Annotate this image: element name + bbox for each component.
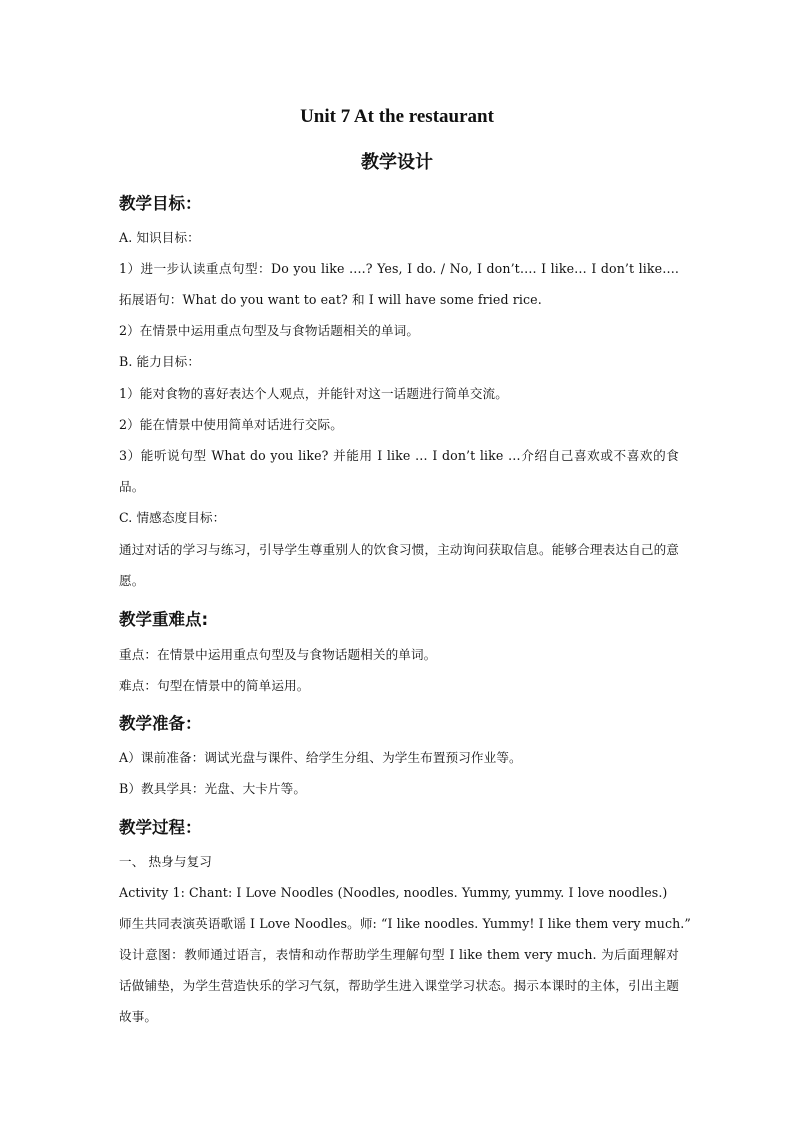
section-heading-process: 教学过程： bbox=[119, 818, 202, 837]
process-design-intent: 设计意图：教师通过语言，表情和动作帮助学生理解句型 I like them very much. 为后面理解对话做铺垫，为学生营造快乐的学习气氛，帮助学生进入课堂学习状态。揭示本课时的主体，引出主题故事。 bbox=[119, 947, 679, 1024]
preparation-a: A）课前准备：调试光盘与课件、给学生分组、为学生布置预习作业等。 bbox=[119, 750, 522, 765]
goals-c1: 通过对话的学习与练习，引导学生尊重别人的饮食习惯，主动询问获取信息。能够合理表达自己的意愿。 bbox=[119, 542, 679, 588]
goals-b3: 3）能听说句型 What do you like? 并能用 I like … I don’t like …介绍自己喜欢或不喜欢的食品。 bbox=[119, 448, 679, 494]
preparation-b: B）教具学具：光盘、大卡片等。 bbox=[119, 781, 307, 796]
process-step1: 一、 热身与复习 bbox=[119, 854, 212, 869]
goals-a1: 1）进一步认读重点句型：Do you like ….? Yes, I do. / No, I don’t…. I like… I don’t like…. 拓展语句：What do you want to eat? 和 I will have some fried rice. bbox=[119, 261, 679, 307]
goals-a-label: A. 知识目标： bbox=[119, 230, 200, 245]
goals-b-label: B. 能力目标： bbox=[119, 354, 201, 369]
key-point: 重点：在情景中运用重点句型及与食物话题相关的单词。 bbox=[119, 647, 437, 662]
section-heading-key-points: 教学重难点: bbox=[119, 610, 209, 629]
goals-b1: 1）能对食物的喜好表达个人观点，并能针对这一话题进行简单交流。 bbox=[119, 386, 508, 401]
section-heading-preparation: 教学准备： bbox=[119, 714, 202, 733]
page-title: Unit 7 At the restaurant bbox=[300, 106, 494, 127]
goals-b2: 2）能在情景中使用简单对话进行交际。 bbox=[119, 417, 343, 432]
difficult-point: 难点：句型在情景中的简单运用。 bbox=[119, 678, 310, 693]
goals-c-label: C. 情感态度目标： bbox=[119, 510, 226, 525]
section-heading-goals: 教学目标： bbox=[119, 194, 202, 213]
process-line2: 师生共同表演英语歌谣 I Love Noodles。师: “I like noodles. Yummy! I like them very much.” bbox=[119, 916, 691, 931]
process-activity1: Activity 1: Chant: I Love Noodles (Noodles, noodles. Yummy, yummy. I love noodles.) bbox=[119, 885, 668, 900]
goals-a2: 2）在情景中运用重点句型及与食物话题相关的单词。 bbox=[119, 323, 420, 338]
page-subtitle: 教学设计 bbox=[361, 152, 433, 173]
